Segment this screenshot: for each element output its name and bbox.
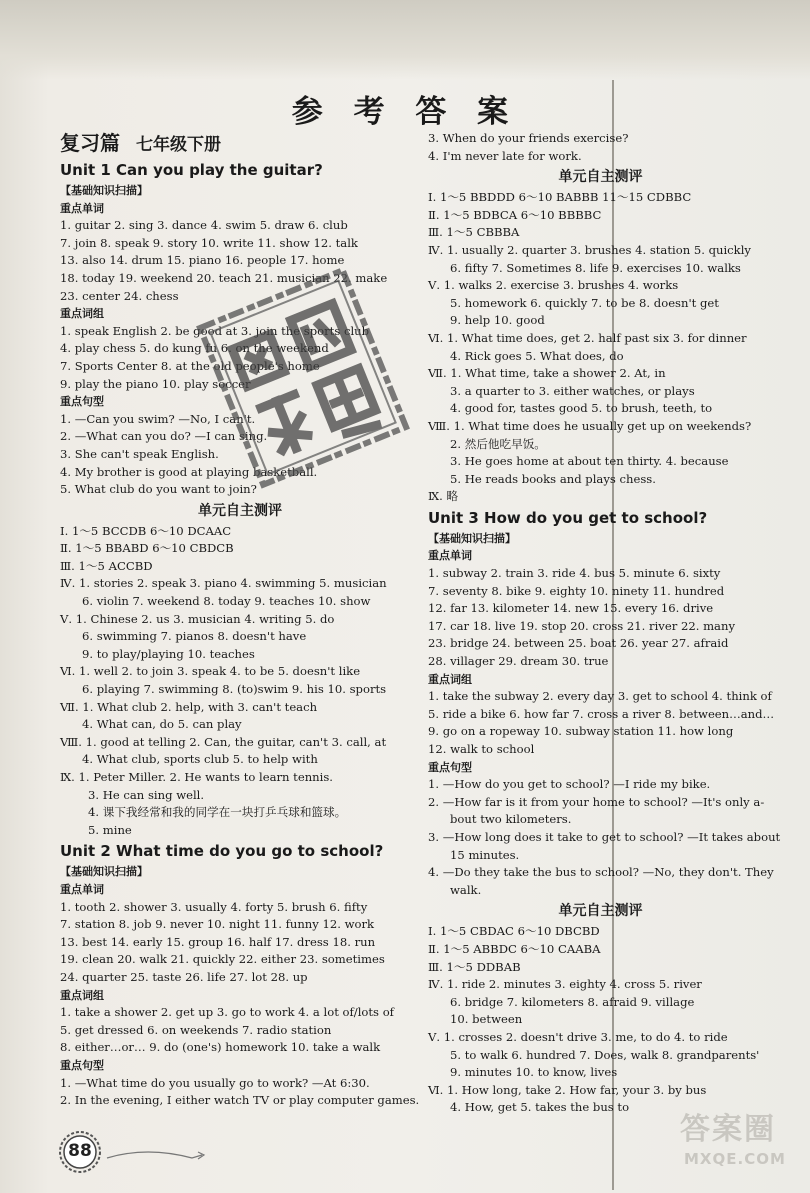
answer-line: 4. My brother is good at playing basketball. xyxy=(60,464,318,479)
answer-line: Ⅶ. 1. What time, take a shower 2. At, in xyxy=(428,366,666,381)
answer-line: Ⅵ. 1. What time does, get 2. half past six 3. for dinner xyxy=(428,330,747,345)
answer-line-continued: 9. to play/playing 10. teaches xyxy=(82,646,255,661)
answer-line: 24. quarter 25. taste 26. life 27. lot 28. up xyxy=(60,969,308,984)
unit-test-heading: 单元自主测评 xyxy=(558,903,643,920)
answer-line: 3. She can't speak English. xyxy=(60,446,219,461)
left-column xyxy=(60,130,420,1110)
answer-line: Ⅵ. 1. How long, take 2. How far, your 3. by bus xyxy=(428,1082,707,1097)
unit-test-heading: 单元自主测评 xyxy=(558,169,643,186)
unit-title: Unit 1 Can you play the guitar? xyxy=(60,161,323,179)
answer-line-continued: 9. help 10. good xyxy=(450,313,545,328)
answer-line: 2. —How far is it from your home to school? —It's only a- xyxy=(428,794,765,809)
answer-line-continued: 6. violin 7. weekend 8. today 9. teaches 10. show xyxy=(82,594,371,609)
section-heading-main: 复习篇 xyxy=(60,131,120,155)
left-answer-lines xyxy=(60,158,420,1110)
answer-line-continued: 5. He reads books and plays chess. xyxy=(450,471,656,486)
answer-line-continued: 5. to walk 6. hundred 7. Does, walk 8. grandparents' xyxy=(450,1047,760,1062)
answer-line: 23. center 24. chess xyxy=(60,288,179,303)
answer-line: Ⅴ. 1. crosses 2. doesn't drive 3. me, to do 4. to ride xyxy=(428,1029,728,1044)
unit-title: Unit 3 How do you get to school? xyxy=(428,508,708,527)
header-band xyxy=(0,0,810,80)
answer-line: 1. —Can you swim? —No, I can't. xyxy=(60,411,256,426)
answer-line: 12. walk to school xyxy=(428,742,535,756)
answer-line: 7. Sports Center 8. at the old people's home xyxy=(60,358,320,373)
answer-line-continued: bout two kilometers. xyxy=(450,812,572,827)
subsection-label: 【基础知识扫描】 xyxy=(428,531,516,545)
answer-line-continued: 2. 然后他吃早饭。 xyxy=(450,436,546,451)
answer-line-continued: 6. playing 7. swimming 8. (to)swim 9. his 10. sports xyxy=(82,682,387,697)
answer-line: Ⅲ. 1～5 ACCBD xyxy=(60,558,153,573)
subsection-label: 重点句型 xyxy=(60,395,104,409)
answer-line: 7. seventy 8. bike 9. eighty 10. ninety 11. hundred xyxy=(428,583,725,598)
answer-line-continued: 5. mine xyxy=(88,822,132,837)
answer-line: 1. take the subway 2. every day 3. get to school 4. think of xyxy=(428,689,772,704)
answer-line: 8. either…or… 9. do (one's) homework 10. take a walk xyxy=(60,1040,381,1055)
answer-line: Ⅰ. 1～5 BCCDB 6～10 DCAAC xyxy=(60,523,232,538)
answer-line: 7. station 8. job 9. never 10. night 11. funny 12. work xyxy=(60,917,375,932)
subsection-label: 重点词组 xyxy=(60,307,104,321)
site-watermark xyxy=(680,1112,800,1186)
answer-line: Ⅳ. 1. stories 2. speak 3. piano 4. swimming 5. musician xyxy=(60,576,387,591)
answer-line: 23. bridge 24. between 25. boat 26. year 27. afraid xyxy=(428,636,729,651)
answer-line-continued: 3. He goes home at about ten thirty. 4. because xyxy=(450,454,729,469)
subsection-label: 重点单词 xyxy=(60,882,104,896)
answer-line: Ⅱ. 1～5 BBABD 6～10 CBDCB xyxy=(60,541,234,556)
watermark-url: MXQE.COM xyxy=(684,1150,786,1168)
answer-line: 3. —How long does it take to get to school? —It takes about xyxy=(428,829,781,844)
answer-line: 7. join 8. speak 9. story 10. write 11. show 12. talk xyxy=(60,235,358,250)
watermark-logo-text: 答案圈 xyxy=(680,1112,776,1147)
subsection-label: 【基础知识扫描】 xyxy=(60,184,148,197)
answer-line: 5. get dressed 6. on weekends 7. radio station xyxy=(60,1022,332,1037)
answer-line-continued: 4. What club, sports club 5. to help with xyxy=(82,752,318,767)
answer-line: 19. clean 20. walk 21. quickly 22. either 23. sometimes xyxy=(60,952,385,967)
answer-line: 28. villager 29. dream 30. true xyxy=(428,654,609,669)
answer-line: Ⅷ. 1. What time does he usually get up on weekends? xyxy=(428,418,752,433)
answer-line-continued: 4. Rick goes 5. What does, do xyxy=(450,348,624,363)
answer-line: Ⅱ. 1～5 BDBCA 6～10 BBBBC xyxy=(428,207,602,222)
answer-line: 5. What club do you want to join? xyxy=(60,482,257,497)
subsection-label: 重点单词 xyxy=(428,549,472,563)
answer-line-continued: 9. minutes 10. to know, lives xyxy=(450,1065,618,1080)
answer-line: 2. In the evening, I either watch TV or play computer games. xyxy=(60,1093,420,1108)
answer-line-continued: walk. xyxy=(450,882,482,897)
answer-line: Ⅲ. 1～5 DDBAB xyxy=(428,959,521,974)
subsection-label: 重点句型 xyxy=(60,1058,104,1072)
answer-line: 18. today 19. weekend 20. teach 21. musician 22. make xyxy=(60,270,388,285)
answer-line-continued: 3. He can sing well. xyxy=(88,787,205,802)
answer-line: Ⅴ. 1. walks 2. exercise 3. brushes 4. works xyxy=(428,278,679,293)
answer-line-continued: 5. homework 6. quickly 7. to be 8. doesn't get xyxy=(450,295,719,310)
answer-line: 9. play the piano 10. play soccer xyxy=(60,376,251,391)
answer-line: 12. far 13. kilometer 14. new 15. every 16. drive xyxy=(428,601,714,616)
answer-line: 4. —Do they take the bus to school? —No, they don't. They xyxy=(428,865,774,880)
section-heading-sub: 七年级下册 xyxy=(136,135,221,155)
answer-line: Ⅳ. 1. ride 2. minutes 3. eighty 4. cross 5. river xyxy=(428,977,702,992)
answer-line: Ⅸ. 略 xyxy=(428,489,459,504)
answer-line: Ⅳ. 1. usually 2. quarter 3. brushes 4. station 5. quickly xyxy=(428,242,751,257)
answer-line: 1. take a shower 2. get up 3. go to work 4. a lot of/lots of xyxy=(60,1005,394,1020)
subsection-label: 重点词组 xyxy=(428,672,472,686)
subsection-label: 重点句型 xyxy=(428,760,472,774)
unit-test-heading: 单元自主测评 xyxy=(198,502,282,519)
answer-line-continued: 6. fifty 7. Sometimes 8. life 9. exercises 10. walks xyxy=(450,260,741,275)
subsection-label: 重点单词 xyxy=(60,201,104,215)
answer-line: 2. —What can you do? —I can sing. xyxy=(60,429,268,444)
right-answer-lines xyxy=(428,130,781,1117)
answer-line: Ⅶ. 1. What club 2. help, with 3. can't teach xyxy=(60,699,318,714)
answer-line-continued: 4. What can, do 5. can play xyxy=(82,717,242,732)
answer-line: 1. subway 2. train 3. ride 4. bus 5. minute 6. sixty xyxy=(428,566,721,581)
answer-line: Ⅰ. 1～5 CBDAC 6～10 DBCBD xyxy=(428,924,600,939)
answer-line: 1. —How do you get to school? —I ride my bike. xyxy=(428,777,711,792)
answer-line: 13. also 14. drum 15. piano 16. people 17. home xyxy=(60,253,345,268)
page-number: 88 xyxy=(68,1141,92,1161)
answer-line-continued: 6. bridge 7. kilometers 8. afraid 9. village xyxy=(450,994,695,1009)
answer-line-continued: 4. 课下我经常和我的同学在一块打乒乓球和篮球。 xyxy=(88,805,347,820)
answer-line-continued: 3. a quarter to 3. either watches, or plays xyxy=(450,383,695,398)
answer-line: 17. car 18. live 19. stop 20. cross 21. river 22. many xyxy=(428,618,735,633)
answer-line-continued: 4. How, get 5. takes the bus to xyxy=(450,1100,630,1115)
answer-line: Ⅴ. 1. Chinese 2. us 3. musician 4. writing 5. do xyxy=(60,611,335,626)
answer-line: Ⅰ. 1～5 BBDDD 6～10 BABBB 11～15 CDBBC xyxy=(428,190,692,205)
subsection-label: 重点词组 xyxy=(60,988,104,1002)
answer-line: 13. best 14. early 15. group 16. half 17. dress 18. run xyxy=(60,934,376,949)
answer-line: 9. go on a ropeway 10. subway station 11. how long xyxy=(428,724,734,739)
answer-line: 1. tooth 2. shower 3. usually 4. forty 5. brush 6. fifty xyxy=(60,899,368,914)
answer-line: 5. ride a bike 6. how far 7. cross a river 8. between…and… xyxy=(428,706,775,721)
answer-line: 1. guitar 2. sing 3. dance 4. swim 5. draw 6. club xyxy=(60,218,348,233)
answer-line: Ⅵ. 1. well 2. to join 3. speak 4. to be 5. doesn't like xyxy=(60,664,361,679)
answer-line: 1. —What time do you usually go to work? —At 6:30. xyxy=(60,1075,370,1090)
answer-line: 4. play chess 5. do kung fu 6. on the weekend xyxy=(60,341,329,356)
right-column xyxy=(428,130,781,1117)
answer-line: Ⅱ. 1～5 ABBDC 6～10 CAABA xyxy=(428,941,601,956)
answer-line-continued: 4. good for, tastes good 5. to brush, teeth, to xyxy=(450,401,713,416)
answer-line: 3. When do your friends exercise? xyxy=(428,131,629,145)
answer-line-continued: 15 minutes. xyxy=(450,847,520,862)
section-heading xyxy=(60,130,420,158)
answer-line: Ⅲ. 1～5 CBBBA xyxy=(428,225,520,240)
page-title: 参 考 答 案 xyxy=(291,94,519,130)
answer-line: Ⅷ. 1. good at telling 2. Can, the guitar, can't 3. call, at xyxy=(60,734,387,749)
unit-title: Unit 2 What time do you go to school? xyxy=(60,842,384,861)
answer-line: 4. I'm never late for work. xyxy=(428,148,582,163)
answer-line: Ⅸ. 1. Peter Miller. 2. He wants to learn tennis. xyxy=(60,770,333,784)
answer-line-continued: 6. swimming 7. pianos 8. doesn't have xyxy=(82,629,307,644)
subsection-label: 【基础知识扫描】 xyxy=(60,865,148,879)
answer-line-continued: 10. between xyxy=(450,1012,523,1027)
answer-line: 1. speak English 2. be good at 3. join the sports club xyxy=(60,323,370,338)
